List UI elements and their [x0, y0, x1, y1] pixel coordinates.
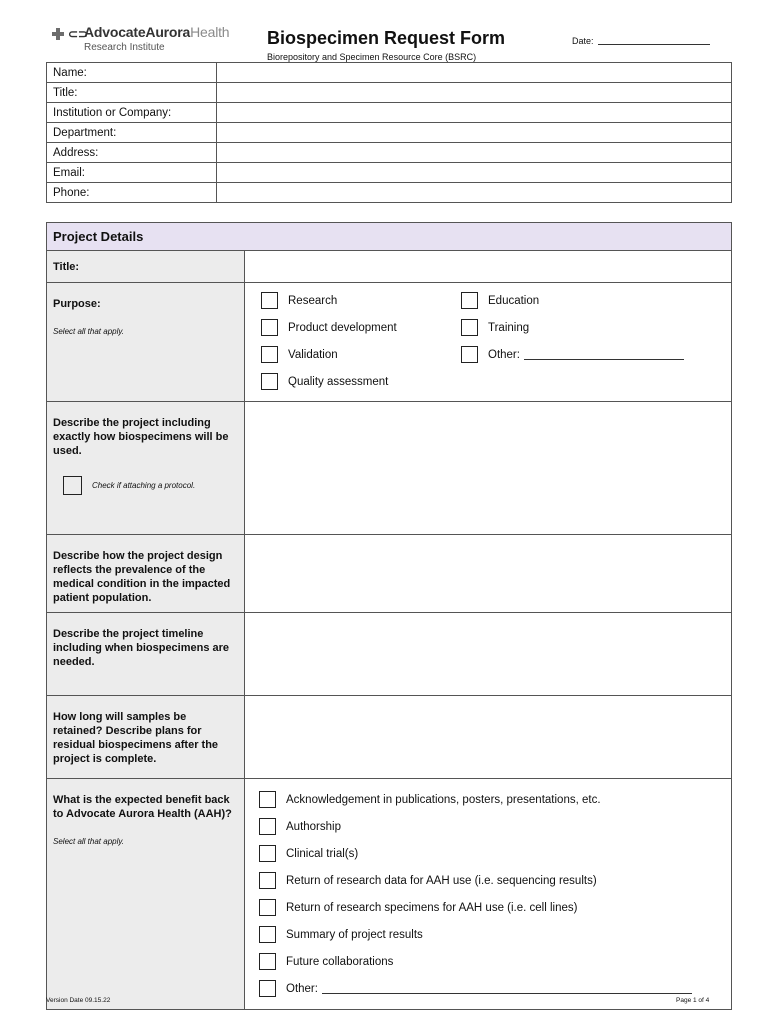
table-row [47, 163, 732, 183]
table-row [47, 63, 732, 83]
benefit-options [245, 779, 732, 1010]
table-row [47, 123, 732, 143]
purpose-product-option[interactable]: Product development [261, 314, 461, 341]
date-field[interactable]: Date: [572, 36, 710, 46]
email-field[interactable] [217, 163, 732, 183]
address-field[interactable] [217, 143, 732, 163]
table-row [47, 83, 732, 103]
benefit-authorship-option[interactable]: Authorship [259, 813, 725, 840]
address-label: Address: [47, 143, 217, 163]
describe-project-field[interactable] [245, 402, 732, 535]
other-blank[interactable] [322, 983, 692, 994]
project-details-table [46, 222, 732, 1010]
checkbox[interactable] [259, 926, 276, 943]
name-label: Name: [47, 63, 217, 83]
checkbox[interactable] [259, 953, 276, 970]
name-field[interactable] [217, 63, 732, 83]
table-row [47, 535, 732, 613]
checkbox[interactable] [259, 872, 276, 889]
purpose-education-option[interactable]: Education [461, 287, 701, 314]
purpose-validation-option[interactable]: Validation [261, 341, 461, 368]
benefit-label-cell [47, 779, 245, 1010]
benefit-return-data-option[interactable]: Return of research data for AAH use (i.e. sequencing results) [259, 867, 725, 894]
checkbox[interactable] [63, 476, 82, 495]
form-subtitle: Biorepository and Specimen Resource Core (BSRC) [267, 52, 477, 62]
table-row [47, 251, 732, 283]
title-label: Title: [47, 83, 217, 103]
table-row [47, 183, 732, 203]
benefit-return-specimens-option[interactable]: Return of research specimens for AAH use (i.e. cell lines) [259, 894, 725, 921]
institution-label: Institution or Company: [47, 103, 217, 123]
email-label: Email: [47, 163, 217, 183]
institution-field[interactable] [217, 103, 732, 123]
timeline-label: Describe the project timeline including when biospecimens are needed. [47, 613, 245, 696]
checkbox[interactable] [261, 292, 278, 309]
checkbox[interactable] [461, 346, 478, 363]
purpose-research-option[interactable]: Research [261, 287, 461, 314]
checkbox[interactable] [261, 319, 278, 336]
benefit-other-option[interactable]: Other: [259, 975, 725, 1002]
project-title-field[interactable] [245, 251, 732, 283]
prevalence-label: Describe how the project design reflects the prevalence of the medical condition in the impacted patient population. [47, 535, 245, 613]
checkbox[interactable] [259, 845, 276, 862]
checkbox[interactable] [259, 791, 276, 808]
describe-project-label: Describe the project including exactly how biospecimens will be used. [53, 417, 229, 457]
purpose-label-cell [47, 283, 245, 402]
contact-table [46, 62, 732, 203]
benefit-hint: Select all that apply. [53, 837, 125, 846]
prevalence-field[interactable] [245, 535, 732, 613]
other-blank[interactable] [524, 349, 684, 360]
link-icon: ⊂⊃ [68, 27, 89, 41]
checkbox[interactable] [261, 346, 278, 363]
table-row [47, 143, 732, 163]
table-row [47, 402, 732, 535]
purpose-other-option[interactable]: Other: [461, 341, 701, 368]
version-date: Version Date 09.15.22 [46, 997, 111, 1004]
department-field[interactable] [217, 123, 732, 143]
purpose-training-option[interactable]: Training [461, 314, 701, 341]
form-title: Biospecimen Request Form [267, 28, 506, 48]
retention-field[interactable] [245, 696, 732, 779]
purpose-quality-option[interactable]: Quality assessment [261, 368, 461, 395]
title-field[interactable] [217, 83, 732, 103]
logo-brand: AdvocateAuroraHealth [84, 24, 230, 40]
table-row [47, 103, 732, 123]
purpose-hint: Select all that apply. [53, 327, 125, 336]
project-title-label: Title: [47, 251, 245, 283]
phone-field[interactable] [217, 183, 732, 203]
benefit-clinical-trials-option[interactable]: Clinical trial(s) [259, 840, 725, 867]
checkbox[interactable] [259, 980, 276, 997]
benefit-collaborations-option[interactable]: Future collaborations [259, 948, 725, 975]
checkbox[interactable] [259, 899, 276, 916]
describe-project-cell [47, 402, 245, 535]
benefit-label: What is the expected benefit back to Advocate Aurora Health (AAH)? [53, 794, 232, 820]
protocol-check[interactable]: Check if attaching a protocol. [63, 476, 238, 495]
checkbox[interactable] [261, 373, 278, 390]
purpose-label: Purpose: [53, 298, 101, 310]
form-header [0, 0, 770, 62]
logo-subtitle: Research Institute [84, 42, 165, 53]
project-details-heading: Project Details [47, 223, 732, 251]
table-row [47, 613, 732, 696]
table-row [47, 223, 732, 251]
table-row [47, 779, 732, 1010]
retention-label: How long will samples be retained? Describe plans for residual biospecimens after the project is complete. [47, 696, 245, 779]
checkbox[interactable] [461, 292, 478, 309]
checkbox[interactable] [461, 319, 478, 336]
cross-icon [52, 28, 64, 40]
department-label: Department: [47, 123, 217, 143]
checkbox[interactable] [259, 818, 276, 835]
table-row [47, 283, 732, 402]
purpose-options [245, 283, 732, 402]
phone-label: Phone: [47, 183, 217, 203]
page-number: Page 1 of 4 [676, 997, 710, 1004]
benefit-acknowledgement-option[interactable]: Acknowledgement in publications, posters, presentations, etc. [259, 786, 725, 813]
table-row [47, 696, 732, 779]
benefit-summary-option[interactable]: Summary of project results [259, 921, 725, 948]
timeline-field[interactable] [245, 613, 732, 696]
